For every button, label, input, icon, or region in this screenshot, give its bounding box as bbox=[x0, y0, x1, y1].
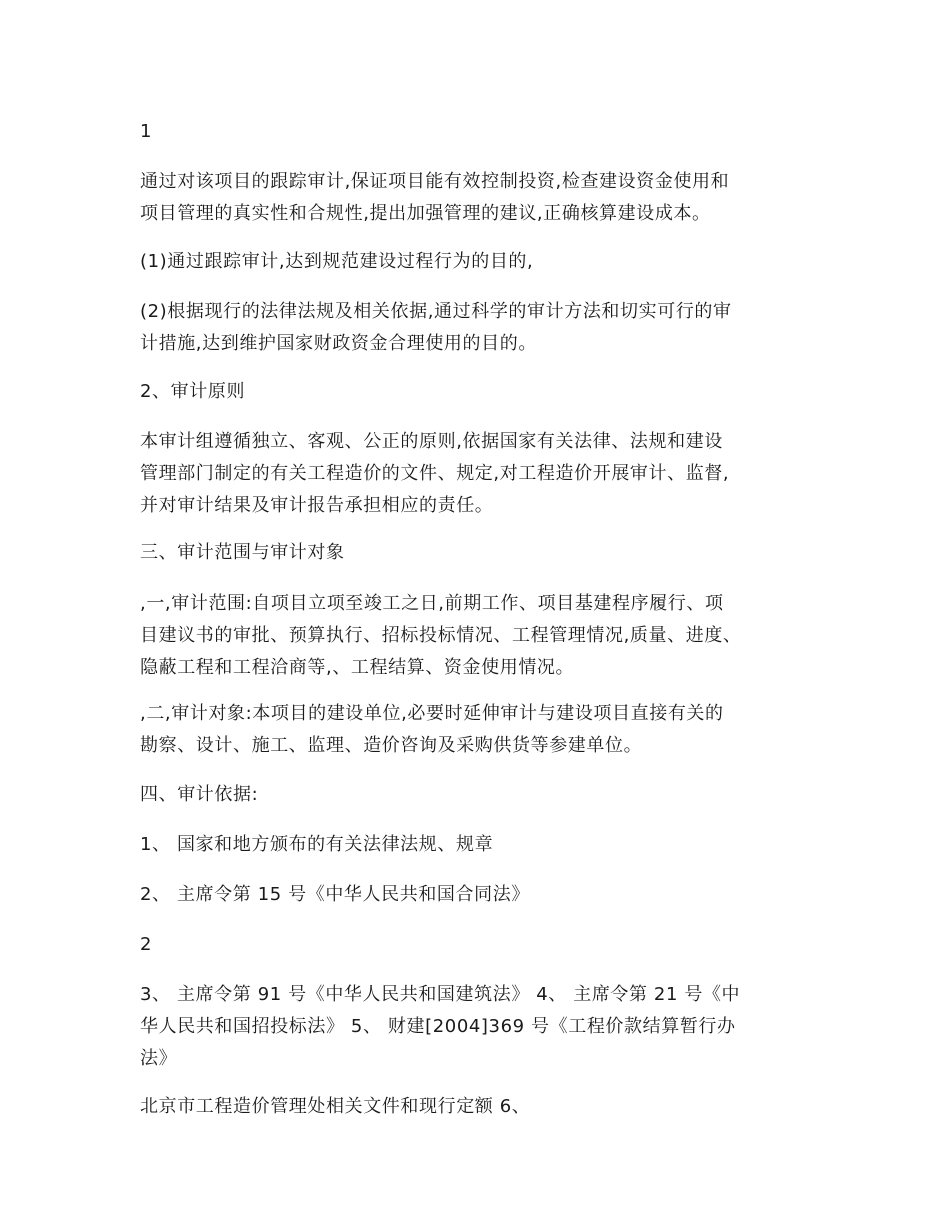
list-item-2 bbox=[140, 296, 812, 360]
text-line: 勘察、设计、施工、监理、造价咨询及采购供货等参建单位。 bbox=[140, 735, 643, 756]
text-line: 管理部门制定的有关工程造价的文件、规定,对工程造价开展审计、监督, bbox=[140, 463, 730, 484]
paragraph-basis-3-5 bbox=[140, 979, 812, 1075]
section-heading-basis: 四、审计依据: bbox=[140, 784, 259, 805]
basis-item-2: 2、 主席令第 15 号《中华人民共和国合同法》 bbox=[140, 884, 530, 905]
basis-item-6: 北京市工程造价管理处相关文件和现行定额 6、 bbox=[140, 1096, 531, 1117]
text-line: 法》 bbox=[140, 1048, 178, 1069]
text-line: 目建议书的审批、预算执行、招标投标情况、工程管理情况,质量、进度、 bbox=[140, 625, 742, 646]
text-line: ,一,审计范围:自项目立项至竣工之日,前期工作、项目基建程序履行、项 bbox=[140, 593, 724, 614]
text-line: 并对审计结果及审计报告承担相应的责任。 bbox=[140, 495, 494, 516]
text-line: 华人民共和国招投标法》 5、 财建[2004]369 号《工程价款结算暂行办 bbox=[140, 1016, 736, 1037]
paragraph-scope bbox=[140, 588, 812, 684]
page-number: 2 bbox=[140, 934, 153, 955]
page-number: 1 bbox=[140, 121, 153, 142]
basis-item-1: 1、 国家和地方颁布的有关法律法规、规章 bbox=[140, 834, 494, 855]
paragraph-object bbox=[140, 698, 812, 762]
paragraph-principle bbox=[140, 426, 812, 522]
paragraph-purpose bbox=[140, 166, 812, 230]
text-line: 项目管理的真实性和合规性,提出加强管理的建议,正确核算建设成本。 bbox=[140, 203, 711, 224]
text-line: ,二,审计对象:本项目的建设单位,必要时延伸审计与建设项目直接有关的 bbox=[140, 703, 724, 724]
text-line: 3、 主席令第 91 号《中华人民共和国建筑法》 4、 主席令第 21 号《中 bbox=[140, 984, 741, 1005]
section-heading-principle: 2、审计原则 bbox=[140, 381, 246, 402]
list-item-1: (1)通过跟踪审计,达到规范建设过程行为的目的, bbox=[140, 251, 534, 272]
text-line: 计措施,达到维护国家财政资金合理使用的目的。 bbox=[140, 333, 537, 354]
text-line: (2)根据现行的法律法规及相关依据,通过科学的审计方法和切实可行的审 bbox=[140, 301, 732, 322]
text-line: 通过对该项目的跟踪审计,保证项目能有效控制投资,检查建设资金使用和 bbox=[140, 171, 730, 192]
section-heading-scope: 三、审计范围与审计对象 bbox=[140, 542, 345, 563]
text-line: 本审计组遵循独立、客观、公正的原则,依据国家有关法律、法规和建设 bbox=[140, 431, 723, 452]
text-line: 隐蔽工程和工程洽商等,、工程结算、资金使用情况。 bbox=[140, 657, 575, 678]
